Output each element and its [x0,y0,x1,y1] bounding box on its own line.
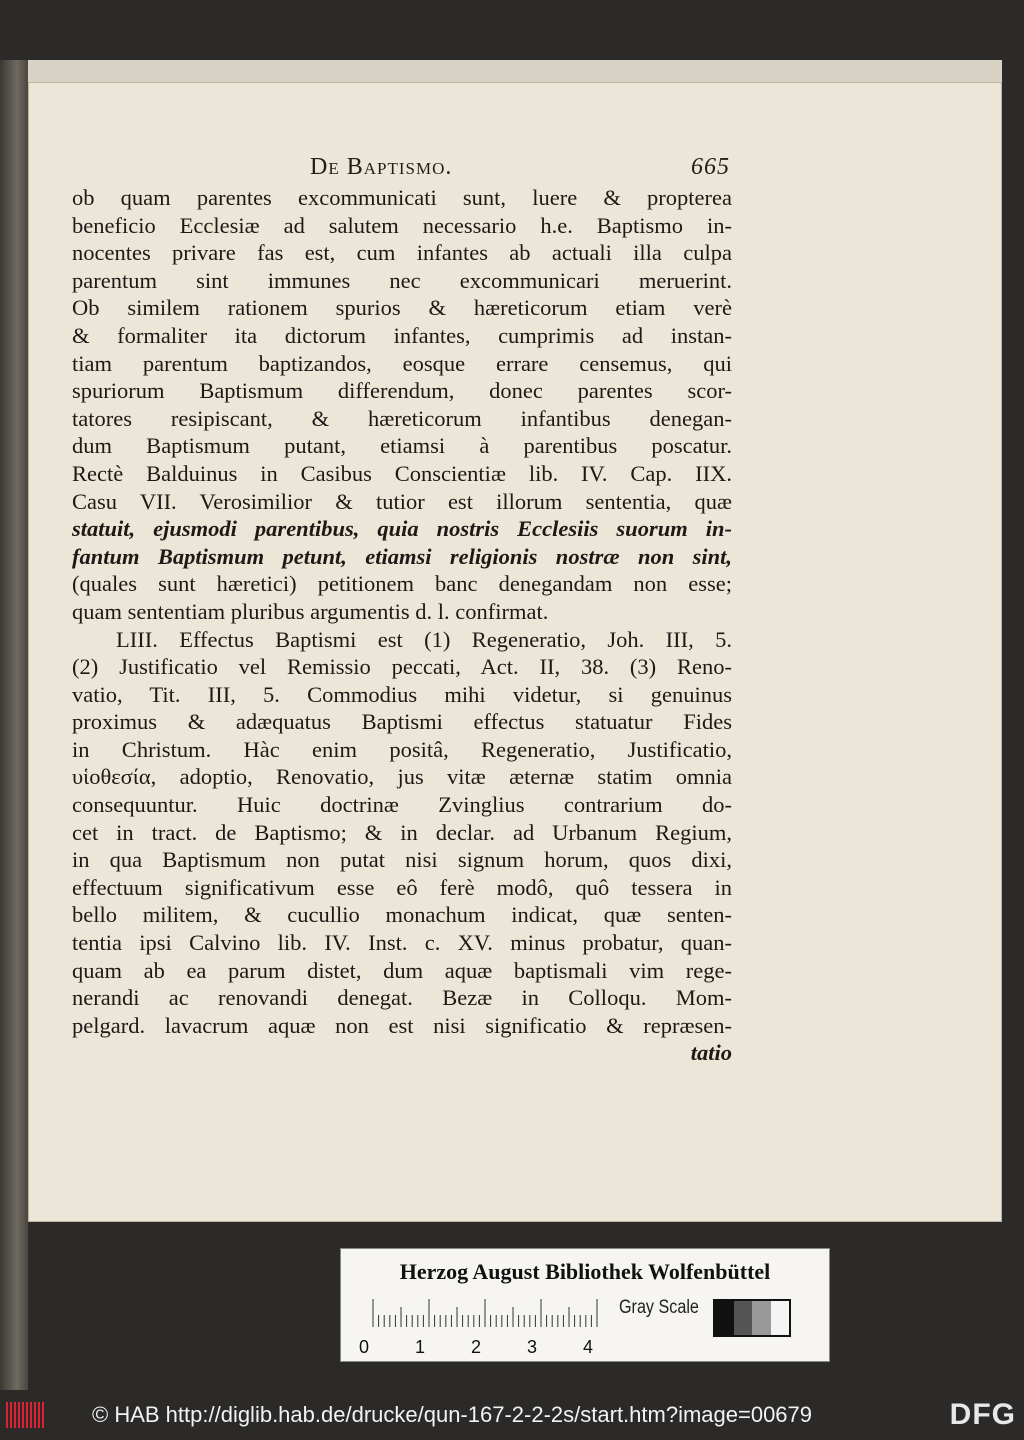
text-line: nerandi ac renovandi denegat. Bezæ in Colloqu. Mom- [72,985,732,1011]
text-line: ob quam parentes excommunicati sunt, luere & propterea [72,185,732,210]
copyright-link[interactable]: © HAB http://diglib.hab.de/drucke/qun-167-2-2-2s/start.htm?image=00679 [92,1402,813,1427]
viewer-footer [0,1392,1024,1440]
library-name: Herzog August Bibliothek Wolfenbüttel [399,1259,771,1284]
text-line: (quales sunt hæretici) petitionem banc denegandam non esse; [72,571,732,597]
barcode-icon [6,1402,46,1428]
gray-swatch [715,1301,734,1335]
text-line: cet in tract. de Baptismo; & in declar. ad Urbanum Regium, [72,819,732,845]
text-line: bello militem, & cucullio monachum indicat, quæ senten- [72,902,732,928]
text-line: proximus & adæquatus Baptismi effectus statuatur Fides [72,709,732,735]
measurement-ruler [369,1297,601,1327]
text-line: beneficio Ecclesiæ ad salutem necessario h.e. Baptismo in- [72,212,732,238]
text-line: statuit, ejusmodi parentibus, quia nostris Ecclesiis suorum in- [72,516,732,542]
text-line: tentia ipsi Calvino lib. IV. Inst. c. XV. minus probatur, quan- [72,930,732,956]
book-edge [0,60,28,1390]
running-title: De Baptismo. [310,154,453,180]
text-line: consequuntur. Huic doctrinæ Zvinglius contrarium do- [72,792,732,818]
text-line: effectuum significativum esse eô ferè modô, quô tessera in [72,874,732,900]
text-line: spuriorum Baptismum differendum, donec parentes scor- [72,378,732,404]
gray-scale-swatches [713,1299,791,1337]
text-line: quam sententiam pluribus argumentis d. l. confirmat. [72,598,549,624]
text-line: nocentes privare fas est, cum infantes ab actuali illa culpa [72,240,732,266]
text-line: tatores resipiscant, & hæreticorum infantibus denegan- [72,405,732,431]
text-line: quam ab ea parum distet, dum aquæ baptismali vim rege- [72,957,732,983]
gray-swatch [734,1301,753,1335]
text-line: fantum Baptismum petunt, etiamsi religionis nostræ non sint, [72,543,732,569]
text-line: in qua Baptismum non putat nisi signum horum, quos dixi, [72,847,732,873]
library-color-card [340,1248,830,1362]
ruler-number: 4 [583,1337,594,1357]
gray-swatch [752,1301,771,1335]
text-line: dum Baptismum putant, etiamsi à parentibus poscatur. [72,433,732,459]
text-line: Rectè Balduinus in Casibus Conscientiæ lib. IV. Cap. IIX. [72,460,732,486]
page-header [300,152,730,186]
ruler-numbers [359,1337,619,1357]
page-top-edge [28,60,1002,82]
body-text [72,184,732,1067]
text-line: parentum sint immunes nec excommunicari meruerint. [72,267,732,293]
page-number: 665 [691,154,730,180]
ruler-number: 2 [471,1337,482,1357]
ruler-number: 0 [359,1337,370,1357]
section-heading-line: LIII. Effectus Baptismi est (1) Regeneratio, Joh. III, 5. [116,626,732,652]
text-line: pelgard. lavacrum aquæ non est nisi significatio & repræsen- [72,1012,732,1038]
dfg-logo: DFG [949,1398,1016,1431]
text-line: (2) Justificatio vel Remissio peccati, Act. II, 38. (3) Reno- [72,654,732,680]
text-line: & formaliter ita dictorum infantes, cumprimis ad instan- [72,322,732,348]
catchword: tatio [690,1040,732,1066]
text-line: in Christum. Hàc enim positâ, Regeneratio, Justificatio, [72,736,732,762]
text-line: Ob similem rationem spurios & hæreticorum etiam verè [72,295,732,321]
gray-scale-label: Gray Scale [619,1297,699,1318]
text-line: Casu VII. Verosimilior & tutior est illorum sententia, quæ [72,488,732,514]
ruler-number: 3 [527,1337,538,1357]
gray-swatch [771,1301,790,1335]
text-line: tiam parentum baptizandos, eosque errare censemus, qui [72,350,732,376]
text-line: υἱοθεσία, adoptio, Renovatio, jus vitæ æternæ statim omnia [72,764,732,790]
ruler-number: 1 [415,1337,426,1357]
text-line: vatio, Tit. III, 5. Commodius mihi videtur, si genuinus [72,681,732,707]
